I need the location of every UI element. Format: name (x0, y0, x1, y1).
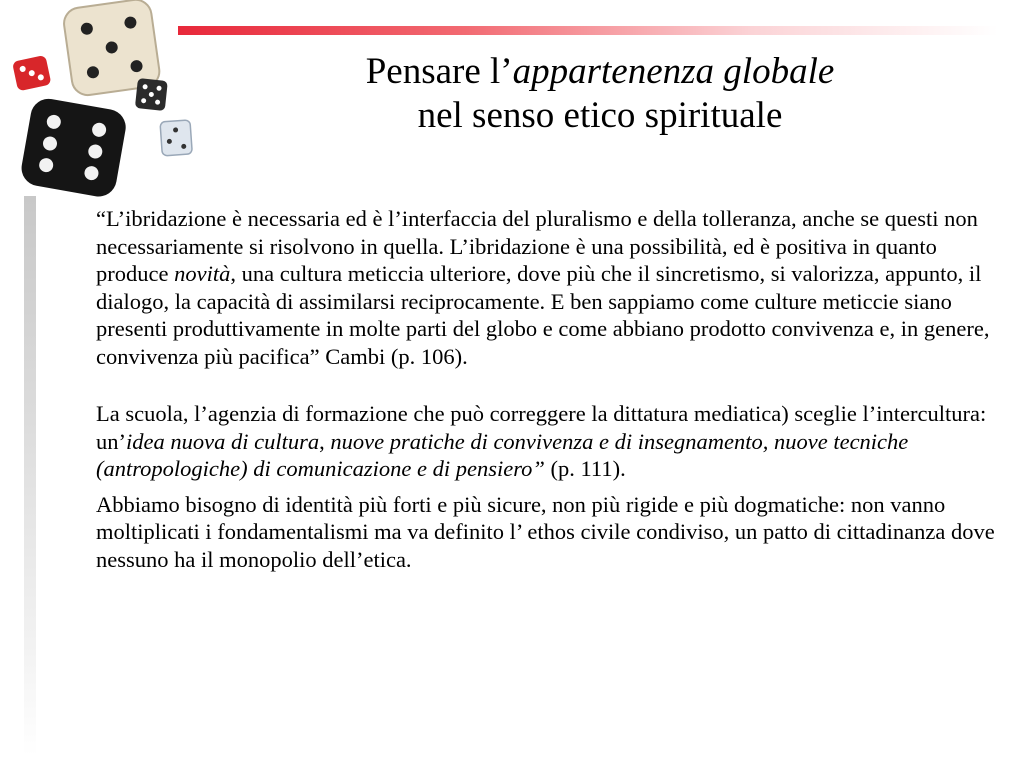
paragraph-scuola (96, 400, 1011, 483)
side-accent-bar (24, 196, 36, 756)
p2-text-a: La scuola, l’agenzia di formazione che può correggere la dittatura mediatica) sceglie l’intercultura: un’ (96, 401, 987, 454)
title-line-2: nel senso etico spirituale (417, 95, 783, 136)
paragraph-identita: Abbiamo bisogno di identità più forti e più sicure, non più rigide e più dogmatiche: non vanno moltiplicati i fondamentalismi ma va definito l’ ethos civile condiviso, un patto di cittadinanza dove nessuno ha il monopolio dell’etica. (96, 491, 995, 572)
paragraph-quote-cambi (96, 205, 1011, 370)
slide-body (96, 205, 1011, 573)
p2-text-d-italic: nuove pratiche di convivenza e di insegnamento, nuove tecniche (antropologiche) di comunicazione e di pensiero” (96, 428, 909, 481)
title-accent-bar (178, 26, 998, 35)
p1-text-c: , una cultura meticcia ulteriore, dove più che il sincretismo, si valorizza, appunto, il dialogo, la capacità di assimilarsi reciprocamente. E ben sappiamo come culture meticcie siano presenti produttivamente in molte parti del globo e come abbiano prodotto convivenza e, in genere, convivenza più pacifica” Cambi (p. 106). (96, 261, 990, 369)
title-line-1-italic: appartenenza globale (512, 51, 835, 92)
p1-text-a: “L’ibridazione è necessaria ed è l’interfaccia del pluralismo e della tolleranza, anche se questi non necessariamente si risolvono in quella. L’ibridazione è una possibilità, ed è positiva in quanto produce (96, 206, 978, 286)
p2-text-e: (p. 111). (544, 456, 626, 481)
p2-text-b-italic: idea nuova di cultura (126, 428, 320, 454)
dice-icon (0, 0, 200, 200)
p2-text-c: , (319, 428, 331, 454)
slide-title (300, 50, 900, 138)
title-line-1 (300, 50, 900, 94)
title-line-1-plain: Pensare l’ (365, 51, 513, 92)
p1-text-b-italic: novità (174, 261, 231, 286)
